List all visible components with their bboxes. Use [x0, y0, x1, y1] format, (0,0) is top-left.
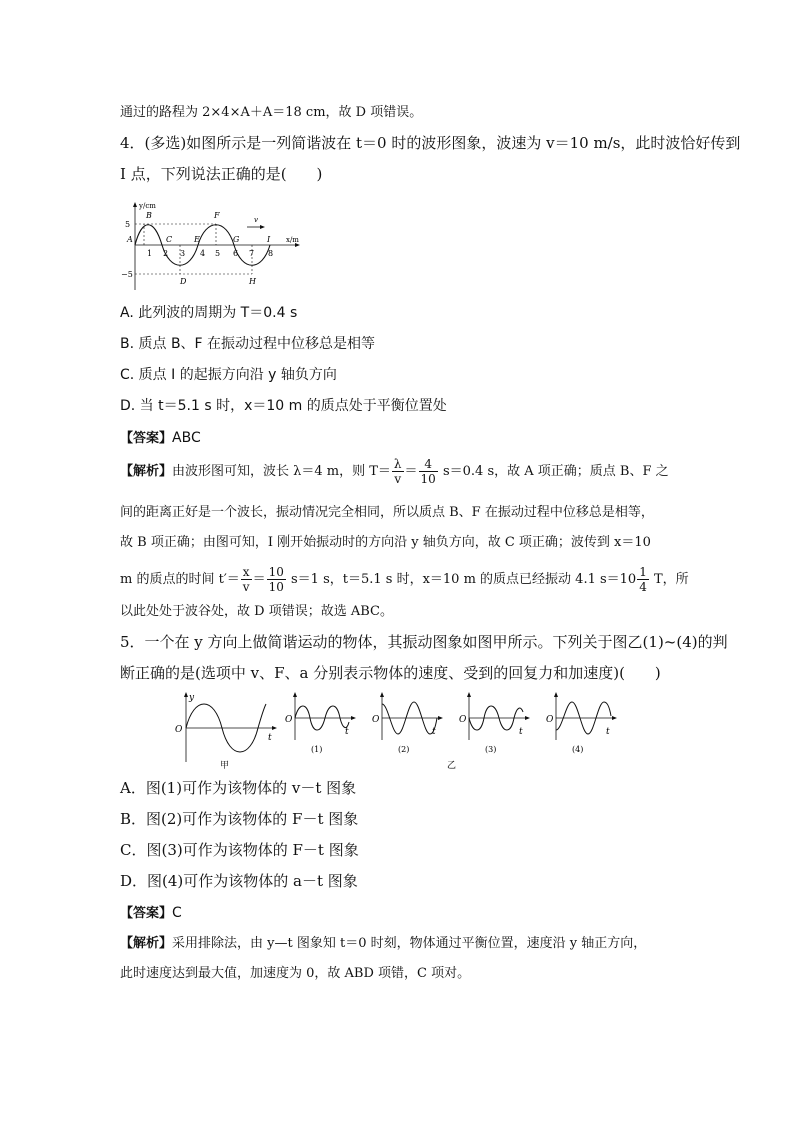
velocity-arrow-head [260, 225, 265, 229]
option-5b: B．图(2)可作为该物体的 F－t 图象 [120, 810, 359, 828]
figure-3 [459, 692, 530, 754]
option-4d: D. 当 t＝5.1 s 时，x＝10 m 的质点处于平衡位置处 [120, 398, 447, 414]
jia-y-label: y [189, 693, 195, 703]
option-4a: A. 此列波的周期为 T＝0.4 s [120, 305, 298, 321]
x-tick-7: 7 [249, 249, 255, 258]
explanation-4-line1 [120, 457, 669, 486]
point-g: G [233, 235, 240, 244]
fig4-t-label: t [606, 727, 610, 737]
question-4-stem-line1: 4．(多选)如图所示是一列简谐波在 t＝0 时的波形图象，波速为 v＝10 m/s，此时波恰好传到 [120, 134, 741, 152]
figure-jia [175, 692, 277, 770]
question-5-stem-line1: 5．一个在 y 方向上做简谐运动的物体，其振动图象如图甲所示。下列关于图乙(1)~(4)的判 [120, 633, 728, 651]
point-a: A [127, 235, 133, 244]
x-tick-6: 6 [233, 249, 239, 258]
y-axis-label: y/cm [139, 202, 156, 210]
option-5d: D．图(4)可作为该物体的 a－t 图象 [120, 872, 358, 890]
point-b: B [146, 211, 152, 220]
fig1-origin: O [285, 715, 293, 725]
explanation-4-line2: 间的距离正好是一个波长，振动情况完全相同，所以质点 B、F 在振动过程中位移总是相等， [120, 505, 654, 520]
explanation-4-line5: 以此处处于波谷处，故 D 项错误；故选 ABC。 [120, 604, 393, 619]
answer-4 [120, 427, 201, 449]
x-tick-2: 2 [163, 249, 169, 258]
explanation-text: s＝0.4 s，故 A 项正确；质点 B、F 之 [438, 464, 669, 479]
explanation-4-line4 [120, 565, 689, 594]
explanation-text: ＝ [404, 464, 418, 479]
answer-tag: 【答案】 [120, 431, 173, 446]
y-tick-5: 5 [125, 220, 131, 229]
explanation-text: 由波形图可知，波长 λ＝4 m，则 T＝ [172, 464, 391, 479]
question-5-stem-line2: 断正确的是(选项中 v、F、a 分别表示物体的速度、受到的回复力和加速度)( ) [120, 664, 661, 682]
fig4-caption: (4) [572, 745, 584, 754]
question-4-stem-line2: I 点，下列说法正确的是( ) [120, 165, 323, 183]
option-5c: C．图(3)可作为该物体的 F－t 图象 [120, 841, 359, 859]
yi-caption: 乙 [447, 761, 457, 770]
option-4c: C. 质点 I 的起振方向沿 y 轴负方向 [120, 367, 337, 383]
x-tick-3: 3 [180, 249, 186, 258]
explanation-text: 采用排除法，由 y—t 图象知 t＝0 时刻，物体通过平衡位置，速度沿 y 轴正方向， [172, 936, 647, 951]
option-5a: A．图(1)可作为该物体的 v－t 图象 [120, 779, 357, 797]
explanation-5-line1 [120, 934, 646, 954]
fig3-caption: (3) [485, 745, 497, 754]
jia-t-label: t [268, 733, 272, 743]
fraction-10-over-10: $\frac{10}{10}$ [268, 565, 284, 594]
explanation-text: ＝ [252, 572, 266, 587]
x-tick-8: 8 [268, 249, 274, 258]
answer-tag: 【答案】 [120, 906, 173, 921]
vibration-figures [172, 690, 622, 770]
figure-2 [372, 692, 443, 754]
point-d: D [180, 277, 187, 286]
point-e: E [194, 235, 200, 244]
fig2-caption: (2) [398, 745, 410, 754]
velocity-label: v [254, 216, 258, 224]
jia-origin: O [175, 725, 183, 735]
explanation-text: s＝1 s，t＝5.1 s 时，x＝10 m 的质点已经振动 4.1 s＝10 [286, 572, 637, 587]
explanation-text: T，所 [649, 572, 689, 587]
x-tick-4: 4 [200, 249, 206, 258]
figure-4 [546, 692, 617, 754]
x-tick-1: 1 [147, 249, 153, 258]
option-4b: B. 质点 B、F 在振动过程中位移总是相等 [120, 336, 376, 352]
fig1-t-label: t [345, 727, 349, 737]
fig3-t-label: t [519, 727, 523, 737]
point-c: C [166, 235, 173, 244]
answer-value: C [172, 905, 182, 921]
fig2-t-label: t [432, 727, 436, 737]
x-tick-5: 5 [215, 249, 221, 258]
fig4-origin: O [546, 715, 554, 725]
fig1-caption: (1) [311, 745, 323, 754]
fraction-1-over-4: $\frac{1}{4}$ [639, 565, 647, 594]
fraction-x-over-v: $\frac{x}{v}$ [242, 565, 250, 594]
explanation-tag: 【解析】 [120, 464, 173, 479]
explanation-4-line3: 故 B 项正确；由图可知，I 刚开始振动时的方向沿 y 轴负方向，故 C 项正确；波传到 x＝10 [120, 535, 651, 550]
point-f: F [214, 211, 220, 220]
point-h: H [249, 277, 256, 286]
x-axis-label: x/m [286, 236, 299, 244]
y-tick-neg5: −5 [121, 270, 133, 279]
answer-value: ABC [172, 430, 201, 446]
fig3-origin: O [459, 715, 467, 725]
wave-figure [116, 200, 306, 295]
explanation-5-line2: 此时速度达到最大值，加速度为 0，故 ABD 项错，C 项对。 [120, 966, 471, 981]
figure-1 [285, 692, 356, 754]
answer-5 [120, 902, 182, 924]
explanation-tag: 【解析】 [120, 936, 173, 951]
fig2-origin: O [372, 715, 380, 725]
explanation-text: m 的质点的时间 t′＝ [120, 572, 240, 587]
jia-caption: 甲 [220, 761, 230, 770]
point-i: I [267, 235, 271, 244]
fraction-lambda-over-v: $\frac{\lambda}{v}$ [393, 457, 402, 486]
y-axis-arrow [133, 202, 137, 207]
fraction-4-over-10: $\frac{4}{10}$ [420, 457, 436, 486]
previous-solution-tail: 通过的路程为 2×4×A＋A＝18 cm，故 D 项错误。 [120, 105, 423, 120]
